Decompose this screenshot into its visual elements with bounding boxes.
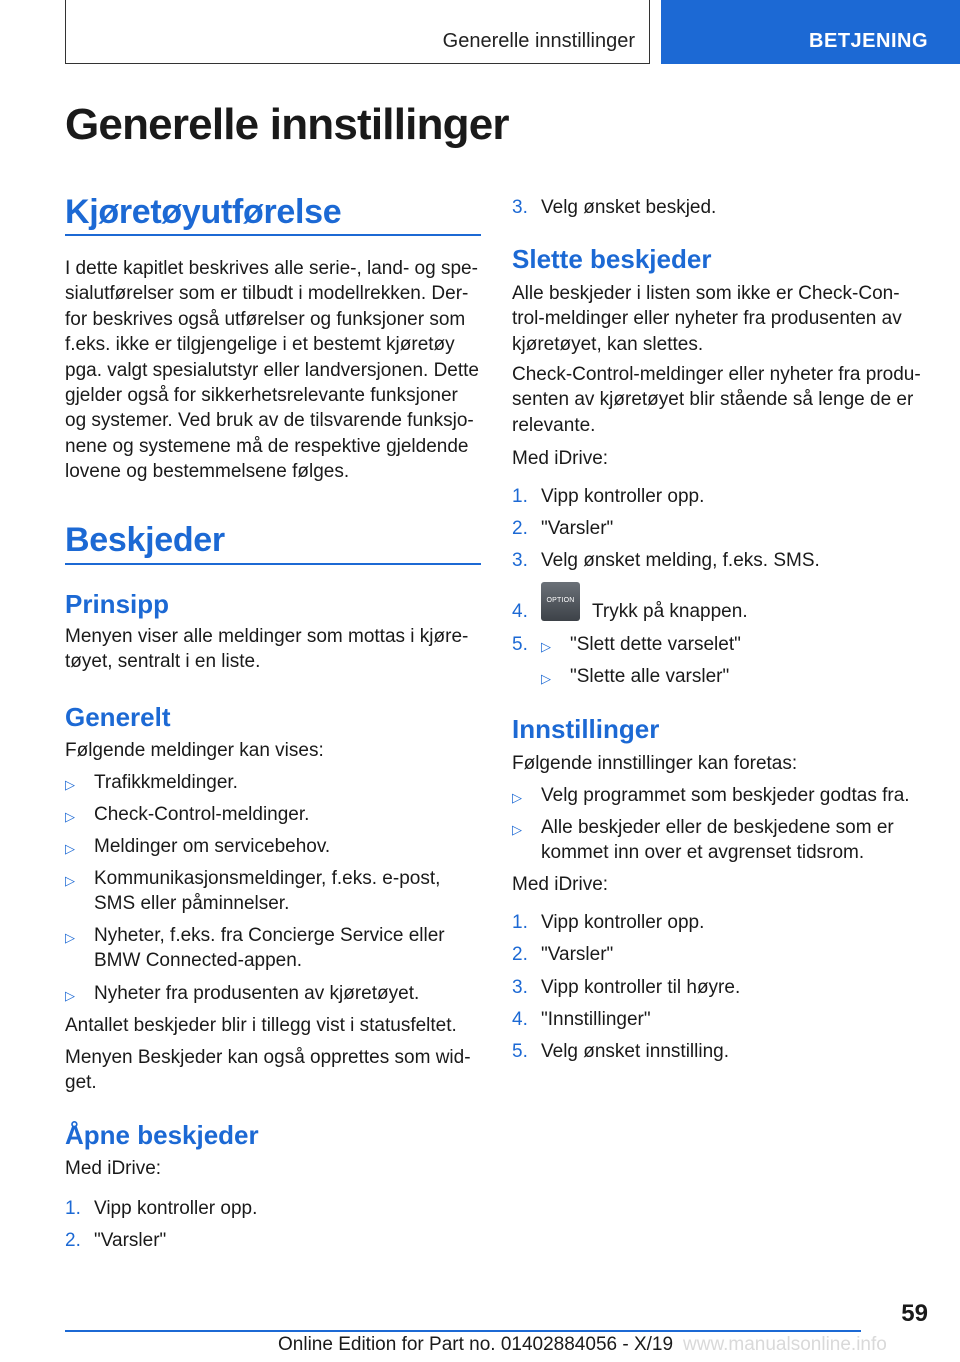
list-item: 5. Velg ønsket innstilling. bbox=[512, 1041, 729, 1062]
list-item: 2. "Varsler" bbox=[512, 518, 614, 539]
list-item: ▷ Meldinger om servicebehov. bbox=[65, 834, 485, 859]
list-item: ▷ Nyheter, f.eks. fra Concierge Service eller BMW Connected-appen. bbox=[65, 925, 445, 972]
triangle-bullet-icon: ▷ bbox=[65, 988, 75, 1003]
paragraph-open-intro: Med iDrive: bbox=[65, 1158, 162, 1179]
list-item: ▷ Kommunikasjonsmeldinger, f.eks. e-post, SMS eller påminnelser. bbox=[65, 868, 441, 915]
list-item: 5. ▷ "Slett dette varselet" bbox=[512, 632, 932, 657]
page-number: 59 bbox=[901, 1300, 928, 1327]
list-item: ▷ Alle beskjeder eller de beskjedene som er kommet inn over et avgrenset tidsrom. bbox=[512, 817, 894, 864]
list-item: 1. Vipp kontroller opp. bbox=[512, 486, 705, 507]
list-item: ▷ "Slette alle varsler" bbox=[512, 664, 932, 689]
list-item: 3. Velg ønsket melding, f.eks. SMS. bbox=[512, 550, 820, 571]
list-item: 2. "Varsler" bbox=[65, 1230, 167, 1251]
section-tab[interactable] bbox=[661, 0, 960, 64]
list-item: ▷ Check-Control-meldinger. bbox=[65, 802, 485, 827]
header-title: Generelle innstillinger bbox=[442, 30, 635, 52]
paragraph-settings-intro: Følgende innstillinger kan foretas: bbox=[512, 753, 798, 774]
heading-open-messages: Åpne beskjeder bbox=[65, 1120, 259, 1150]
triangle-bullet-icon: ▷ bbox=[65, 777, 75, 792]
paragraph-count: Antallet beskjeder blir i tillegg vist i statusfeltet. bbox=[65, 1015, 457, 1036]
list-item: 4. Trykk på knappen. bbox=[512, 601, 748, 622]
triangle-bullet-icon: ▷ bbox=[65, 841, 75, 856]
list-item: 2. "Varsler" bbox=[512, 944, 614, 965]
list-item: 3. Velg ønsket beskjed. bbox=[512, 197, 717, 218]
list-item: ▷ Velg programmet som beskjeder godtas fra. bbox=[512, 783, 932, 808]
paragraph-principle: Menyen viser alle meldinger som mottas i kjøre- tøyet, sentralt i en liste. bbox=[65, 626, 469, 673]
heading-rule bbox=[65, 234, 481, 236]
heading-principle: Prinsipp bbox=[65, 589, 170, 619]
triangle-bullet-icon: ▷ bbox=[541, 639, 551, 654]
footer-edition: Online Edition for Part no. 01402884056 - X/19 bbox=[278, 1334, 674, 1355]
heading-general: Generelt bbox=[65, 702, 171, 732]
list-item: ▷ Trafikkmeldinger. bbox=[65, 770, 485, 795]
paragraph-general-intro: Følgende meldinger kan vises: bbox=[65, 740, 324, 761]
triangle-bullet-icon: ▷ bbox=[512, 822, 522, 837]
option-button-icon[interactable]: OPTION bbox=[541, 582, 580, 621]
list-item: 1. Vipp kontroller opp. bbox=[512, 912, 705, 933]
footer-watermark: www.manualsonline.info bbox=[683, 1334, 887, 1355]
triangle-bullet-icon: ▷ bbox=[541, 671, 551, 686]
list-item: 1. Vipp kontroller opp. bbox=[65, 1198, 258, 1219]
list-item: 3. Vipp kontroller til høyre. bbox=[512, 977, 741, 998]
paragraph-delete-1: Alle beskjeder i listen som ikke er Check-Con- trol-meldinger eller nyheter fra produsenten av kjøretøyet, kan slettes. bbox=[512, 283, 902, 355]
heading-messages: Beskjeder bbox=[65, 521, 225, 559]
list-item: ▷ Nyheter fra produsenten av kjøretøyet. bbox=[65, 981, 485, 1006]
page-title: Generelle innstillinger bbox=[65, 100, 509, 149]
paragraph-delete-2: Check-Control-meldinger eller nyheter fra produ- senten av kjøretøyet blir stående så lenge de er relevante. bbox=[512, 364, 921, 436]
header-title-box bbox=[65, 0, 650, 64]
triangle-bullet-icon: ▷ bbox=[65, 873, 75, 888]
triangle-bullet-icon: ▷ bbox=[65, 809, 75, 824]
paragraph-delete-intro: Med iDrive: bbox=[512, 448, 609, 469]
paragraph-settings-idrive: Med iDrive: bbox=[512, 874, 609, 895]
list-item: 4. "Innstillinger" bbox=[512, 1009, 651, 1030]
paragraph-vehicle-version: I dette kapitlet beskrives alle serie-, land- og spe- sialutførelser som er tilbudt i modellrekken. Der- for beskrives også utførelser og funksjoner som f.eks. ikke er tilgjengelige i et bestemt kjøretøy pga. valgt spesialutstyr eller landversjonen. Dette gjelder også for sikkerhetsrelevante funksjoner og systemer. Ved bruk av de tilsvarende funksjo- nene og systemene må de respektive gjeldende lovene og bestemmelsene følges. bbox=[65, 258, 480, 483]
heading-settings: Innstillinger bbox=[512, 714, 660, 744]
triangle-bullet-icon: ▷ bbox=[65, 930, 75, 945]
paragraph-widget: Menyen Beskjeder kan også opprettes som wid- get. bbox=[65, 1047, 471, 1094]
section-tab-label: BETJENING bbox=[809, 30, 928, 52]
heading-rule bbox=[65, 563, 481, 565]
footer-rule bbox=[65, 1330, 861, 1332]
heading-vehicle-version: Kjøretøyutførelse bbox=[65, 193, 342, 231]
heading-delete-messages: Slette beskjeder bbox=[512, 244, 712, 274]
triangle-bullet-icon: ▷ bbox=[512, 790, 522, 805]
